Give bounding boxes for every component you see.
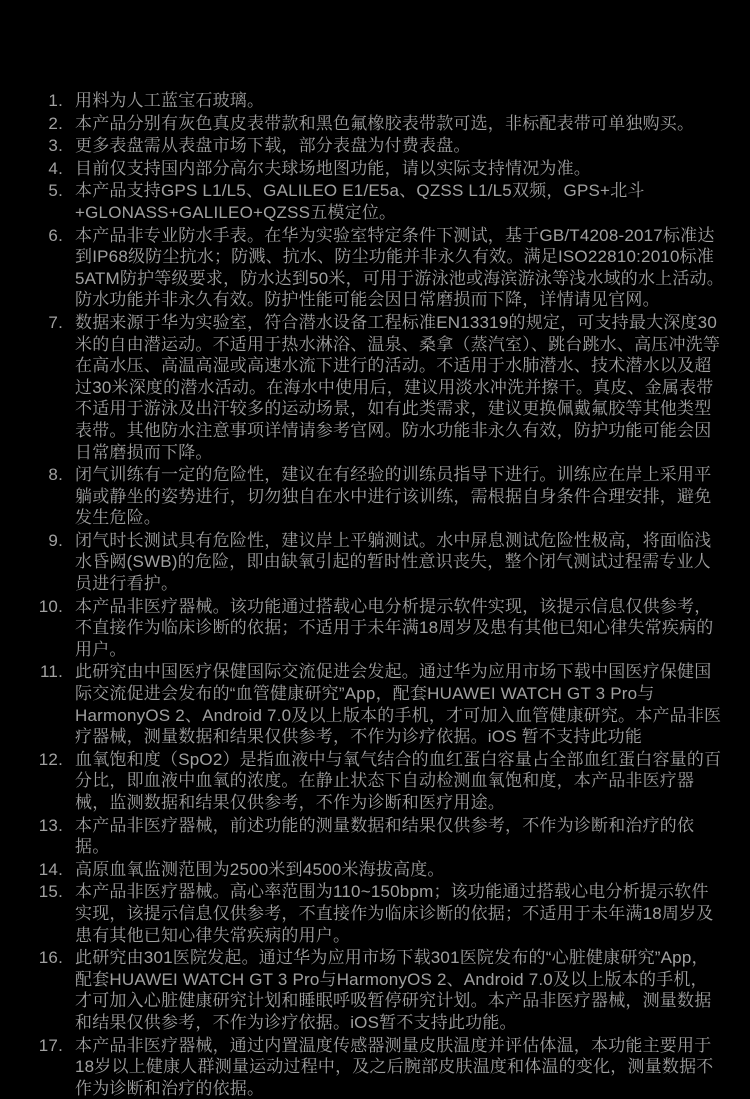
- item-text: 此研究由301医院发起。通过华为应用市场下载301医院发布的“心脏健康研究”App，配套HUAWEI WATCH GT 3 Pro与HarmonyOS 2、Android 7.0及以上版本的手机，才可加入心脏健康研究计划和睡眠呼吸暂停研究计划。本产品非医疗器械，测量数据和结果仅供参考，不作为诊疗依据。iOS暂不支持此功能。: [75, 948, 712, 1032]
- item-number: 3.: [48, 136, 63, 156]
- item-number: 2.: [48, 113, 63, 133]
- disclaimer-item: [37, 90, 724, 112]
- item-text: 血氧饱和度（SpO2）是指血液中与氧气结合的血红蛋白容量占全部血红蛋白容量的百分比，即血液中血氧的浓度。在静止状态下自动检测血氧饱和度，本产品非医疗器械，监测数据和结果仅供参考，不作为诊断和医疗用途。: [75, 749, 722, 812]
- disclaimer-item: [37, 225, 724, 311]
- item-number: 13.: [38, 815, 63, 835]
- item-text: 数据来源于华为实验室，符合潜水设备工程标准EN13319的规定，可支持最大深度30米的自由潜运动。不适用于热水淋浴、温泉、桑拿（蒸汽室）、跳台跳水、高压冲洗等在高水压、高温高湿或高速水流下进行的活动。不适用于水肺潜水、技术潜水以及超过30米深度的潜水活动。在海水中使用后，建议用淡水冲洗并擦干。真皮、金属表带不适用于游泳及出汗较多的运动场景，如有此类需求，建议更换佩戴氟胶等其他类型表带。其他防水注意事项详情请参考官网。防水功能非永久有效，防护功能可能会因日常磨损而下降。: [75, 312, 721, 462]
- disclaimer-item: [37, 158, 724, 180]
- disclaimer-item: [37, 180, 724, 223]
- item-number: 1.: [48, 91, 63, 110]
- disclaimer-item: [37, 1035, 724, 1099]
- item-text: 本产品分别有灰色真皮表带款和黑色氟橡胶表带款可选，非标配表带可单独购买。: [75, 113, 695, 133]
- item-text: 更多表盘需从表盘市场下载，部分表盘为付费表盘。: [75, 136, 471, 156]
- item-number: 4.: [48, 158, 63, 178]
- disclaimer-item: [37, 947, 724, 1033]
- item-number: 5.: [48, 181, 63, 201]
- item-text: 本产品非医疗器械，通过内置温度传感器测量皮肤温度并评估体温，本功能主要用于18岁以上健康人群测量运动过程中，及之后腕部皮肤温度和体温的变化，测量数据不作为诊断和治疗的依据。: [75, 1035, 714, 1098]
- disclaimer-item: [37, 464, 724, 529]
- item-text: 闭气训练有一定的危险性，建议在有经验的训练员指导下进行。训练应在岸上采用平躺或静坐的姿势进行，切勿独自在水中进行该训练，需根据自身条件合理安排，避免发生危险。: [75, 465, 712, 528]
- disclaimer-item: [37, 135, 724, 157]
- item-number: 6.: [48, 225, 63, 245]
- item-number: 12.: [38, 749, 63, 769]
- disclaimer-item: [37, 113, 724, 135]
- item-number: 17.: [38, 1035, 63, 1055]
- disclaimer-item: [37, 596, 724, 661]
- item-number: 14.: [38, 859, 63, 879]
- item-text: 高原血氧监测范围为2500米到4500米海拔高度。: [75, 859, 445, 879]
- item-text: 目前仅支持国内部分高尔夫球场地图功能，请以实际支持情况为准。: [75, 158, 591, 178]
- item-text: 本产品非医疗器械。高心率范围为110~150bpm；该功能通过搭载心电分析提示软件实现，该提示信息仅供参考，不直接作为临床诊断的依据；不适用于未年满18周岁及患有其他已知心律失常疾病的用户。: [75, 882, 714, 945]
- item-number: 10.: [38, 596, 63, 616]
- item-number: 11.: [40, 662, 63, 682]
- item-number: 9.: [48, 530, 63, 550]
- item-text: 闭气时长测试具有危险性，建议岸上平躺测试。水中屏息测试危险性极高，将面临浅水昏阙(SWB)的危险，即由缺氧引起的暂时性意识丧失，整个闭气测试过程需专业人员进行看护。: [75, 530, 712, 594]
- disclaimer-item: [37, 859, 724, 881]
- item-text: 用料为人工蓝宝石玻璃。: [75, 91, 265, 110]
- disclaimer-item: [37, 530, 724, 595]
- disclaimer-item: [37, 749, 724, 814]
- disclaimer-item: [37, 661, 724, 747]
- item-text: 本产品非医疗器械。该功能通过搭载心电分析提示软件实现，该提示信息仅供参考，不直接作为临床诊断的依据；不适用于未年满18周岁及患有其他已知心律失常疾病的用户。: [75, 596, 714, 659]
- disclaimer-item: [37, 815, 724, 858]
- disclaimer-item: [37, 881, 724, 946]
- item-number: 7.: [48, 312, 63, 332]
- disclaimer-item: [37, 312, 724, 463]
- item-number: 15.: [38, 882, 63, 902]
- item-number: 16.: [38, 948, 63, 968]
- item-number: 8.: [48, 465, 63, 485]
- item-text: 此研究由中国医疗保健国际交流促进会发起。通过华为应用市场下载中国医疗保健国际交流促进会发布的“血管健康研究”App，配套HUAWEI WATCH GT 3 Pro与HarmonyOS 2、Android 7.0及以上版本的手机，才可加入血管健康研究。本产品非医疗器械，测量数据和结果仅供参考，不作为诊疗依据。iOS 暂不支持此功能: [75, 662, 722, 747]
- item-text: 本产品非专业防水手表。在华为实验室特定条件下测试，基于GB/T4208-2017标准达到IP68级防尘抗水；防溅、抗水、防尘功能并非永久有效。满足ISO22810:2010标准5ATM防护等级要求，防水达到50米，可用于游泳池或海滨游泳等浅水域的水上活动。防水功能并非永久有效。防护性能可能会因日常磨损而下降，详情请见官网。: [75, 225, 724, 310]
- item-text: 本产品支持GPS L1/L5、GALILEO E1/E5a、QZSS L1/L5双频，GPS+北斗+GLONASS+GALILEO+QZSS五模定位。: [75, 181, 645, 222]
- item-text: 本产品非医疗器械，前述功能的测量数据和结果仅供参考，不作为诊断和治疗的依据。: [75, 815, 695, 857]
